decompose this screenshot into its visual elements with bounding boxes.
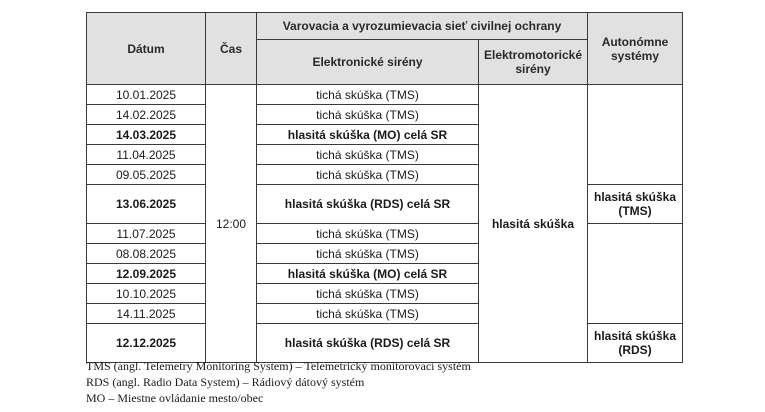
time-cell: 12:00 xyxy=(206,85,257,363)
header-date: Dátum xyxy=(87,13,206,85)
electronic-cell: tichá skúška (TMS) xyxy=(257,284,479,304)
footnote-mo: MO – Miestne ovládanie mesto/obec xyxy=(86,391,264,405)
autonomous-tms-cell: hlasitá skúška (TMS) xyxy=(588,185,683,224)
electronic-cell: hlasitá skúška (MO) celá SR xyxy=(257,264,479,284)
electronic-cell: hlasitá skúška (MO) celá SR xyxy=(257,125,479,145)
date-cell: 14.03.2025 xyxy=(87,125,206,145)
header-row-1 xyxy=(87,13,683,40)
date-cell: 10.01.2025 xyxy=(87,85,206,105)
header-electromotor: Elektromotorické sirény xyxy=(479,40,588,85)
date-cell: 11.07.2025 xyxy=(87,224,206,244)
date-cell: 11.04.2025 xyxy=(87,145,206,165)
electronic-cell: tichá skúška (TMS) xyxy=(257,85,479,105)
siren-test-schedule-table xyxy=(86,12,683,363)
footnote-rds: RDS (angl. Radio Data System) – Rádiový dátový systém xyxy=(86,375,365,389)
autonomous-rds-cell: hlasitá skúška (RDS) xyxy=(588,324,683,363)
electronic-cell: hlasitá skúška (RDS) celá SR xyxy=(257,324,479,363)
electronic-cell: tichá skúška (TMS) xyxy=(257,224,479,244)
autonomous-empty-cell xyxy=(588,224,683,324)
header-network: Varovacia a vyrozumievacia sieť civilnej ochrany xyxy=(257,13,588,40)
date-cell: 13.06.2025 xyxy=(87,185,206,224)
electronic-cell: tichá skúška (TMS) xyxy=(257,105,479,125)
table-row xyxy=(87,224,683,244)
electronic-cell: tichá skúška (TMS) xyxy=(257,145,479,165)
header-electronic: Elektronické sirény xyxy=(257,40,479,85)
date-cell: 14.02.2025 xyxy=(87,105,206,125)
table-row xyxy=(87,85,683,105)
footnote-tms: TMS (angl. Telemetry Monitoring System) – Telemetrický monitorovací systém xyxy=(86,359,471,373)
electronic-cell: tichá skúška (TMS) xyxy=(257,244,479,264)
date-cell: 12.09.2025 xyxy=(87,264,206,284)
electronic-cell: hlasitá skúška (RDS) celá SR xyxy=(257,185,479,224)
autonomous-empty-cell xyxy=(588,85,683,185)
footnotes xyxy=(86,358,471,406)
date-cell: 10.10.2025 xyxy=(87,284,206,304)
date-cell: 12.12.2025 xyxy=(87,324,206,363)
table-row xyxy=(87,185,683,224)
header-autonomous: Autonómne systémy xyxy=(588,13,683,85)
electronic-cell: tichá skúška (TMS) xyxy=(257,304,479,324)
electromotor-cell: hlasitá skúška xyxy=(479,85,588,363)
electronic-cell: tichá skúška (TMS) xyxy=(257,165,479,185)
date-cell: 08.08.2025 xyxy=(87,244,206,264)
header-time: Čas xyxy=(206,13,257,85)
date-cell: 09.05.2025 xyxy=(87,165,206,185)
table-row xyxy=(87,324,683,363)
schedule-table-wrapper xyxy=(86,12,683,363)
date-cell: 14.11.2025 xyxy=(87,304,206,324)
